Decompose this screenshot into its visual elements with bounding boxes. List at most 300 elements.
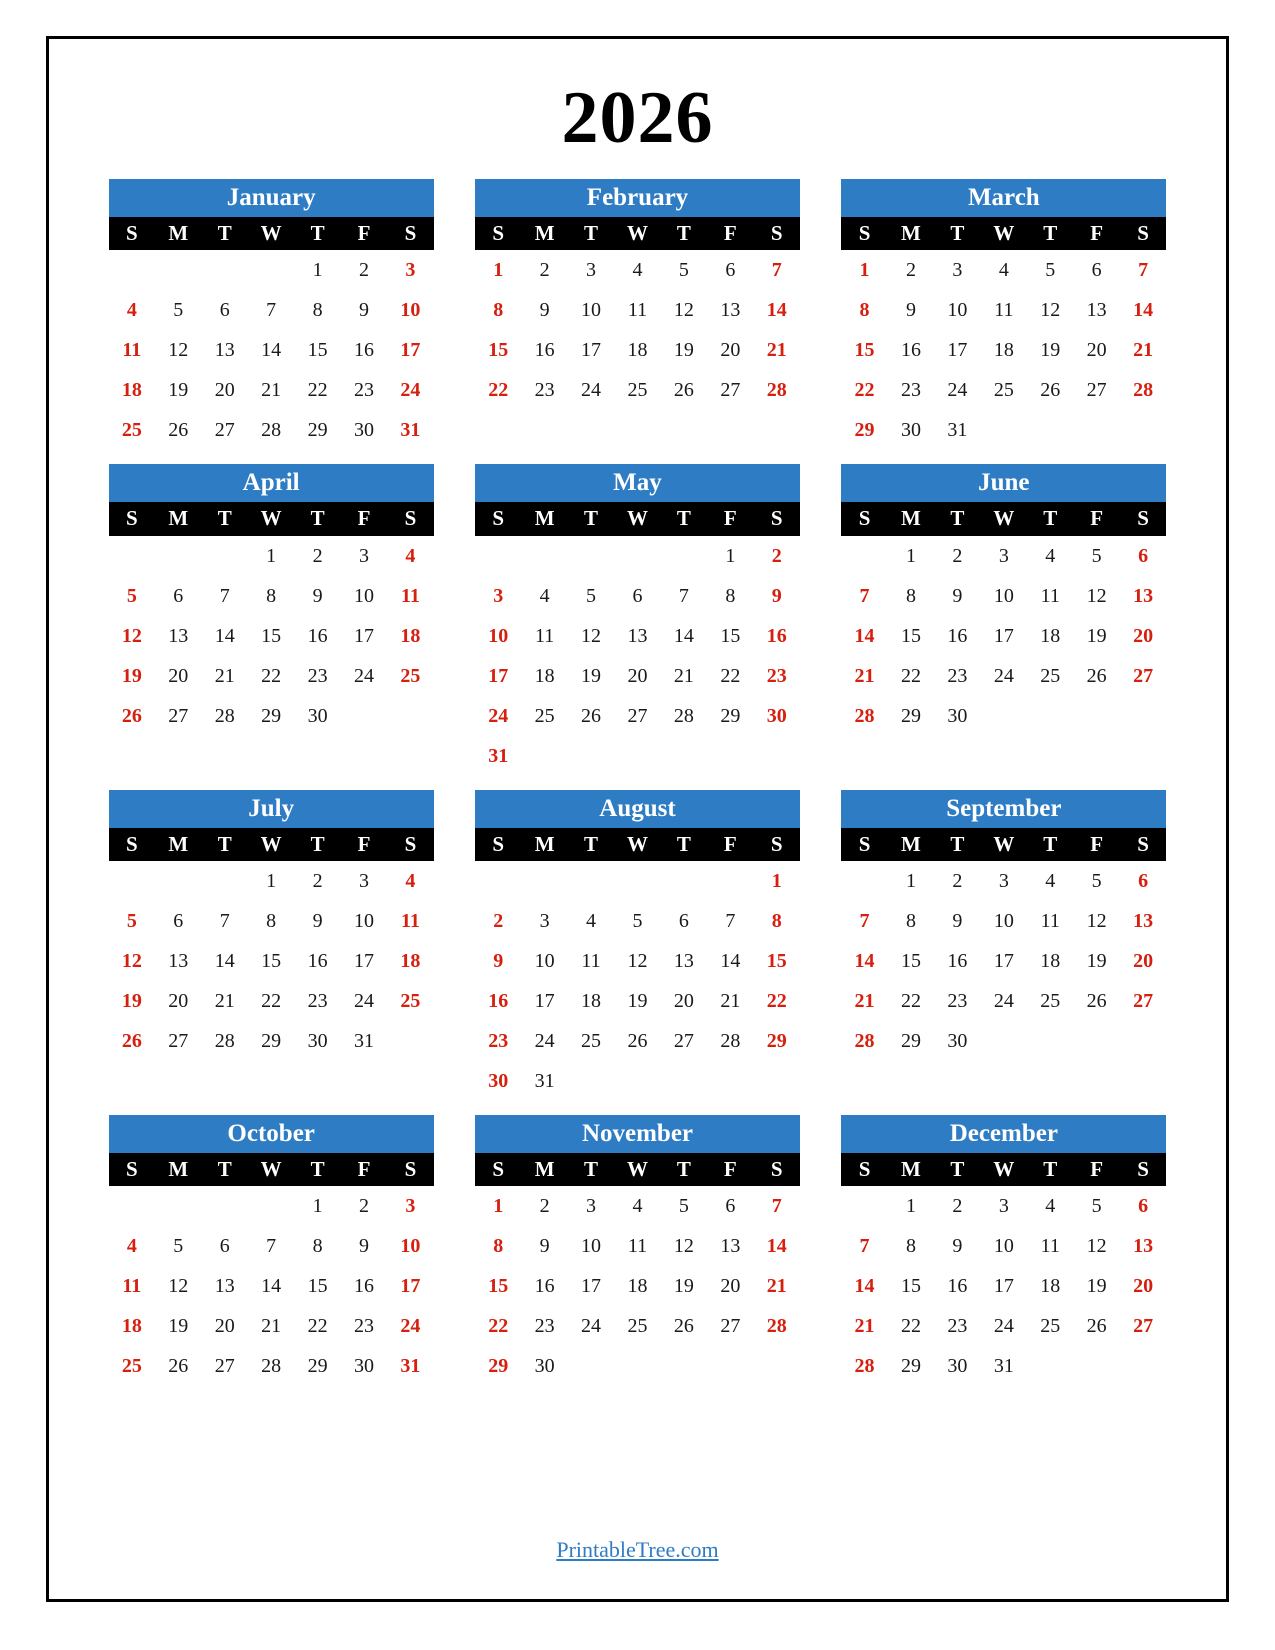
day-of-week-cell: F [723,506,737,531]
day-cell: 9 [539,299,550,322]
day-cell: 6 [1138,869,1149,892]
day-cell: 10 [354,584,374,607]
day-cell: 30 [900,419,921,442]
month-block [475,1115,800,1386]
day-cell: 7 [266,299,277,322]
day-cell: 22 [261,664,282,687]
day-of-week-cell: M [168,1156,189,1181]
day-cell: 29 [261,1029,282,1052]
day-cell: 11 [1040,1235,1060,1257]
days-grid [109,1186,434,1386]
day-cell: 11 [627,1235,648,1257]
day-cell: 24 [354,989,374,1012]
day-cell: 19 [673,339,694,362]
day-of-week-cell: T [584,1156,599,1181]
day-cell: 1 [266,544,277,567]
day-cell: 5 [586,584,597,607]
day-of-week-cell: T [217,1156,232,1181]
day-cell: 4 [1045,869,1056,892]
month-name: June [841,464,1166,502]
day-cell: 3 [493,584,504,607]
printabletree-link[interactable]: PrintableTree.com [556,1537,719,1562]
day-cell: 26 [673,1315,694,1337]
day-cell: 9 [359,1235,369,1257]
day-cell: 1 [312,1195,323,1217]
day-cell: 8 [266,909,277,932]
day-of-week-cell: M [534,506,555,531]
day-cell-empty [109,1186,155,1226]
day-cell: 1 [905,1195,916,1217]
day-of-week-cell: S [492,506,505,531]
day-cell: 7 [219,584,230,607]
day-cell: 29 [900,1355,921,1377]
day-cell: 14 [854,1275,875,1297]
day-cell: 12 [673,299,694,322]
day-cell: 3 [539,909,550,932]
day-of-week-header [475,1153,800,1186]
day-cell: 27 [1133,664,1154,687]
day-of-week-cell: T [1043,831,1058,856]
day-cell: 24 [354,664,374,687]
day-cell: 18 [627,1275,648,1297]
day-cell: 21 [261,379,282,402]
day-cell-empty [248,250,294,290]
day-cell: 17 [993,624,1014,647]
day-cell: 4 [998,259,1009,282]
day-cell: 4 [126,299,137,322]
day-cell: 4 [586,909,597,932]
day-cell: 24 [400,379,421,402]
day-of-week-cell: S [492,221,505,245]
day-of-week-cell: M [534,831,555,856]
day-cell: 19 [673,1275,694,1297]
day-cell: 16 [947,624,968,647]
day-cell: 25 [534,704,555,727]
day-cell-empty [248,1186,294,1226]
day-cell: 5 [1091,869,1102,892]
day-cell: 23 [947,989,968,1012]
day-of-week-header [109,1153,434,1186]
days-grid [109,861,434,1061]
day-cell: 20 [1133,1275,1154,1297]
day-cell: 18 [400,949,421,972]
day-cell: 2 [771,544,782,567]
day-cell: 20 [1086,339,1107,362]
day-cell: 1 [905,869,916,892]
day-cell: 17 [534,989,555,1012]
month-name: December [841,1115,1166,1153]
day-cell: 22 [307,1315,328,1337]
days-grid [475,536,800,776]
day-cell: 12 [1086,584,1107,607]
day-cell: 9 [312,584,323,607]
day-cell: 13 [673,949,694,972]
day-of-week-cell: F [1090,221,1104,245]
day-cell: 18 [121,1315,142,1337]
day-cell: 14 [854,624,875,647]
day-cell: 2 [312,544,323,567]
day-cell: 3 [998,1195,1009,1217]
day-cell: 6 [173,909,184,932]
day-of-week-cell: F [1090,1156,1104,1181]
month-name: January [109,179,434,217]
day-cell: 31 [993,1355,1014,1377]
day-cell: 30 [947,704,968,727]
days-grid [841,536,1166,736]
day-of-week-cell: W [626,506,648,531]
day-cell: 13 [1133,1235,1154,1257]
day-cell-empty [707,861,753,901]
day-of-week-cell: T [676,506,691,531]
day-cell: 31 [400,419,421,442]
day-cell: 6 [725,259,736,282]
day-cell: 4 [632,259,643,282]
day-cell: 17 [488,664,509,687]
day-cell: 9 [905,299,916,322]
day-cell: 30 [766,704,787,727]
day-cell: 25 [1040,1315,1061,1337]
day-cell-empty [109,536,155,576]
day-cell: 29 [488,1355,509,1377]
day-of-week-header [109,502,434,535]
day-of-week-cell: W [993,221,1015,245]
day-cell-empty [614,536,660,576]
day-cell: 26 [1040,379,1061,402]
day-cell: 26 [1086,1315,1107,1337]
day-cell: 15 [720,624,741,647]
day-cell: 17 [581,339,602,362]
day-cell: 6 [632,584,643,607]
day-cell: 24 [993,989,1014,1012]
day-of-week-cell: F [1090,506,1104,531]
day-cell: 23 [534,379,555,402]
day-of-week-header [475,828,800,861]
day-cell: 11 [1040,909,1060,932]
day-cell: 25 [400,989,421,1012]
day-of-week-cell: S [770,506,783,531]
day-cell: 3 [586,259,597,282]
day-cell-empty [109,861,155,901]
month-name: September [841,790,1166,828]
day-cell: 12 [121,949,142,972]
day-of-week-cell: W [260,506,282,531]
day-cell: 28 [854,1029,875,1052]
day-cell: 20 [214,1315,235,1337]
day-of-week-cell: T [310,1156,325,1181]
month-name: February [475,179,800,217]
day-cell: 5 [632,909,643,932]
day-cell: 18 [121,379,142,402]
day-cell: 29 [900,1029,921,1052]
day-cell: 25 [1040,989,1061,1012]
day-of-week-cell: W [260,221,282,245]
days-grid [475,1186,800,1386]
day-of-week-cell: F [357,1156,371,1181]
day-cell: 4 [1045,1195,1056,1217]
day-of-week-cell: W [626,221,648,245]
day-of-week-cell: F [723,831,737,856]
day-cell: 13 [627,624,648,647]
day-cell: 21 [214,989,235,1012]
day-cell: 1 [493,259,504,282]
day-cell-empty [568,536,614,576]
day-cell: 5 [1091,1195,1102,1217]
day-cell-empty [202,1186,248,1226]
day-cell: 20 [720,339,741,362]
day-of-week-header [841,828,1166,861]
day-cell: 19 [121,664,142,687]
day-cell: 19 [121,989,142,1012]
day-cell: 17 [354,949,374,972]
day-cell-empty [155,861,201,901]
day-cell: 2 [493,909,504,932]
day-cell: 8 [266,584,277,607]
day-cell: 31 [488,744,509,767]
day-cell: 18 [1040,1275,1061,1297]
day-cell: 3 [586,1195,597,1217]
day-cell: 7 [1138,259,1149,282]
day-cell: 13 [168,624,189,647]
day-cell: 23 [947,1315,968,1337]
day-of-week-cell: T [217,831,232,856]
day-of-week-cell: T [217,506,232,531]
day-cell: 2 [359,1195,369,1217]
day-cell: 27 [214,1355,235,1377]
day-of-week-cell: T [310,221,325,245]
day-cell: 30 [947,1355,968,1377]
day-cell: 3 [952,259,963,282]
day-cell: 31 [947,419,968,442]
day-cell: 12 [168,339,189,362]
day-cell: 9 [312,909,323,932]
day-of-week-cell: S [858,221,871,245]
day-of-week-cell: S [770,221,783,245]
day-cell: 12 [627,949,648,972]
day-cell: 24 [488,704,509,727]
days-grid [475,250,800,410]
day-cell-empty [614,861,660,901]
calendar-grid [100,179,1175,1400]
day-cell: 19 [1086,949,1107,972]
day-cell: 19 [1086,1275,1107,1297]
day-of-week-cell: S [858,831,871,856]
day-cell: 24 [534,1029,555,1052]
day-of-week-header [109,828,434,861]
month-name: May [475,464,800,502]
day-cell: 11 [400,909,420,932]
day-cell: 4 [126,1235,137,1257]
days-grid [109,250,434,450]
day-cell: 25 [627,1315,648,1337]
day-cell: 19 [627,989,648,1012]
day-cell: 8 [493,1235,504,1257]
day-cell: 3 [405,259,416,282]
day-cell: 15 [766,949,787,972]
day-cell: 9 [952,909,963,932]
day-cell: 28 [673,704,694,727]
day-cell: 13 [1133,909,1154,932]
day-cell: 18 [581,989,602,1012]
day-cell: 20 [168,989,189,1012]
day-of-week-cell: T [676,1156,691,1181]
day-cell: 28 [1133,379,1154,402]
day-cell: 25 [121,1355,142,1377]
day-cell: 14 [214,624,235,647]
day-cell: 15 [488,339,509,362]
day-cell: 1 [771,869,782,892]
day-cell: 4 [405,869,416,892]
day-cell: 13 [1086,299,1107,322]
day-cell: 8 [859,299,870,322]
day-cell: 6 [1138,544,1149,567]
day-cell: 5 [173,1235,184,1257]
day-cell: 6 [219,299,230,322]
day-cell: 26 [168,1355,189,1377]
day-of-week-header [841,502,1166,535]
day-cell: 5 [1091,544,1102,567]
day-cell: 29 [307,419,328,442]
day-cell: 21 [854,664,875,687]
day-cell: 5 [126,909,137,932]
day-cell: 17 [947,339,968,362]
day-cell: 20 [214,379,235,402]
day-cell-empty [155,1186,201,1226]
day-cell-empty [202,861,248,901]
day-cell: 8 [905,1235,916,1257]
day-cell: 18 [1040,949,1061,972]
day-of-week-cell: S [1137,221,1149,245]
day-cell-empty [841,536,887,576]
day-cell: 22 [307,379,328,402]
day-of-week-header [475,502,800,535]
month-block [109,179,434,450]
day-cell: 27 [214,419,235,442]
day-of-week-cell: M [901,1156,921,1181]
day-cell-empty [202,536,248,576]
day-cell: 4 [539,584,550,607]
day-of-week-header [109,217,434,250]
day-cell: 18 [993,339,1014,362]
day-cell: 16 [307,949,328,972]
day-cell: 19 [168,1315,189,1337]
day-of-week-cell: S [1137,1156,1149,1181]
month-name: March [841,179,1166,217]
day-of-week-cell: F [357,506,371,531]
month-block [841,790,1166,1101]
day-of-week-cell: F [723,221,737,245]
day-cell: 14 [673,624,694,647]
day-cell: 2 [952,869,963,892]
day-cell: 22 [900,1315,921,1337]
day-cell: 31 [400,1355,421,1377]
day-cell: 2 [905,259,916,282]
day-cell: 11 [581,949,601,972]
day-of-week-cell: S [404,221,417,245]
day-cell: 21 [1133,339,1154,362]
day-cell: 27 [1133,1315,1154,1337]
day-cell: 28 [720,1029,741,1052]
day-of-week-cell: S [404,1156,417,1181]
day-cell: 7 [859,584,870,607]
day-cell: 26 [121,704,142,727]
day-cell-empty [521,536,567,576]
day-cell: 10 [534,949,555,972]
day-cell: 16 [354,1275,374,1297]
day-cell: 14 [766,1235,787,1257]
day-cell: 17 [993,949,1014,972]
day-cell: 28 [766,379,787,402]
month-name: August [475,790,800,828]
day-cell: 23 [947,664,968,687]
day-cell: 15 [307,339,328,362]
day-cell: 1 [493,1195,504,1217]
day-cell: 8 [312,299,323,322]
days-grid [109,536,434,736]
day-cell-empty [202,250,248,290]
day-cell: 26 [1086,989,1107,1012]
day-of-week-cell: T [584,506,599,531]
day-cell-empty [568,861,614,901]
day-cell: 8 [493,299,504,322]
day-cell: 18 [400,624,421,647]
day-cell: 27 [168,1029,189,1052]
day-of-week-cell: F [357,221,371,245]
day-cell: 12 [1086,909,1107,932]
day-cell: 17 [581,1275,602,1297]
day-cell: 21 [720,989,741,1012]
day-cell: 4 [1045,544,1056,567]
day-of-week-cell: W [260,1156,282,1181]
day-cell: 10 [354,909,374,932]
day-of-week-cell: M [901,506,921,531]
day-of-week-cell: W [993,506,1015,531]
month-name: April [109,464,434,502]
day-cell: 23 [354,379,374,402]
day-cell: 28 [214,704,235,727]
day-cell: 15 [900,624,921,647]
day-of-week-cell: S [1137,831,1149,856]
day-cell: 31 [354,1029,374,1052]
day-cell: 16 [900,339,921,362]
day-cell: 8 [725,584,736,607]
day-of-week-header [841,217,1166,250]
day-cell: 5 [126,584,137,607]
day-of-week-cell: M [168,506,189,531]
day-cell: 10 [993,909,1014,932]
day-of-week-cell: T [1043,221,1058,245]
day-cell: 27 [627,704,648,727]
day-cell: 13 [720,299,741,322]
day-cell: 18 [627,339,648,362]
day-cell: 21 [766,339,787,362]
day-cell: 28 [854,704,875,727]
day-cell: 7 [771,259,782,282]
day-cell: 7 [859,909,870,932]
day-cell: 28 [854,1355,875,1377]
day-cell: 8 [905,584,916,607]
day-cell: 17 [400,339,421,362]
day-cell: 20 [1133,624,1154,647]
day-cell: 22 [900,989,921,1012]
day-cell: 26 [168,419,189,442]
days-grid [475,861,800,1101]
day-cell: 22 [488,1315,509,1337]
day-cell: 9 [952,584,963,607]
day-cell: 20 [627,664,648,687]
day-of-week-cell: M [168,831,189,856]
day-cell: 5 [173,299,184,322]
day-cell: 25 [400,664,421,687]
